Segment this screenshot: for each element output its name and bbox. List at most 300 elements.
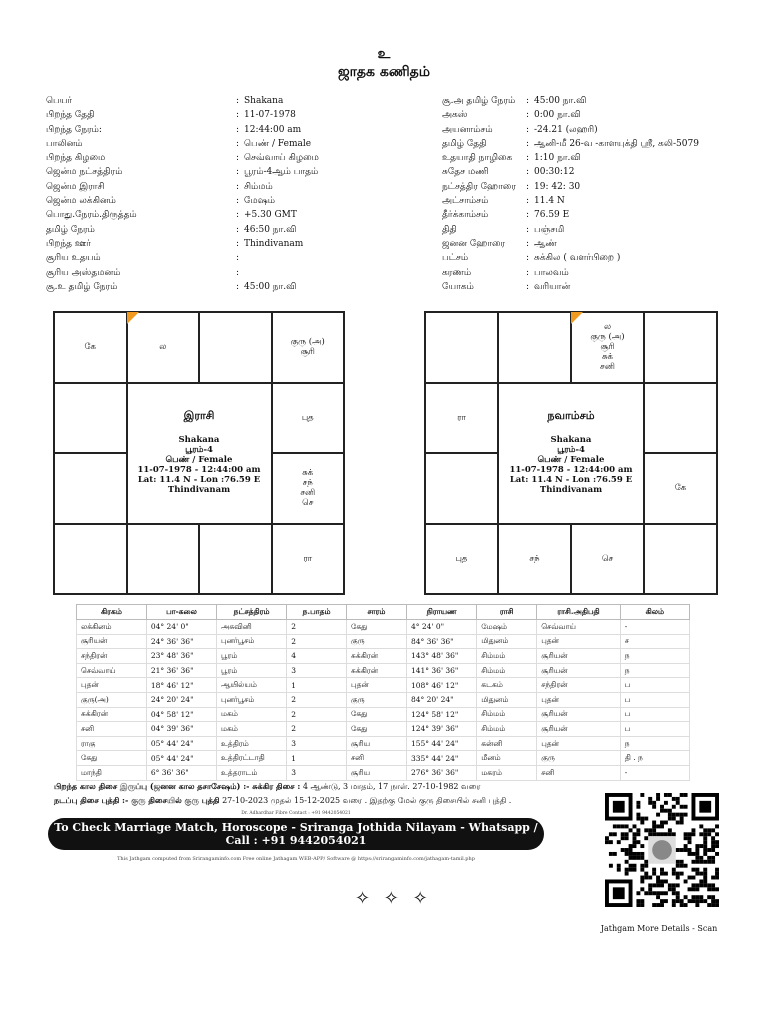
- chart-center-place: Thindivanam: [167, 485, 231, 495]
- info-label: யோகம்: [442, 281, 474, 292]
- table-cell: 1: [287, 751, 347, 766]
- chart-house: [498, 312, 571, 383]
- info-row: [46, 165, 319, 179]
- table-cell: சுக்கிரன்: [347, 663, 407, 678]
- info-separator: :: [236, 181, 240, 192]
- info-value: சுக்கில ( வளர்பிறை ): [534, 253, 621, 264]
- info-row: [442, 180, 699, 194]
- table-cell: சிம்மம்: [477, 649, 537, 664]
- column-header: ந.பாதம்: [287, 605, 347, 620]
- table-cell: சனி: [77, 722, 147, 737]
- table-cell: ச: [620, 634, 689, 649]
- info-value: வரியான்: [534, 281, 571, 292]
- chart-house: [425, 524, 498, 595]
- column-header: பா-கலை: [146, 605, 216, 620]
- info-separator: :: [236, 253, 240, 264]
- info-label: பெயர்: [46, 96, 73, 106]
- contact-note: Dr. Adhardhar Fibre Contact : +91 9442054021: [241, 811, 351, 816]
- chart-house: [644, 312, 717, 383]
- table-cell: ப: [620, 707, 689, 722]
- info-row: [46, 208, 319, 222]
- chart-house: [272, 312, 345, 383]
- info-value: 46:50 நா.வி: [244, 224, 297, 235]
- table-cell: செவ்வாய்: [537, 620, 620, 635]
- house-planets: செ: [601, 553, 614, 564]
- table-cell: 05° 44' 24": [146, 736, 216, 751]
- house-planets: ரா: [457, 412, 466, 423]
- table-cell: 155° 44' 24": [406, 736, 476, 751]
- info-row: [442, 94, 699, 108]
- info-row: [46, 151, 319, 165]
- table-cell: புதன்: [537, 736, 620, 751]
- table-cell: 143° 48' 36": [406, 649, 476, 664]
- info-row: [46, 180, 319, 194]
- info-row: [442, 223, 699, 237]
- table-cell: 335° 44' 24": [406, 751, 476, 766]
- info-row: [442, 165, 699, 179]
- table-cell: மாந்தி: [77, 765, 147, 780]
- table-cell: பூரம்: [217, 649, 287, 664]
- chart-center: [498, 383, 644, 524]
- table-cell: 1: [287, 678, 347, 693]
- table-cell: 2: [287, 620, 347, 635]
- table-cell: 2: [287, 634, 347, 649]
- house-planets: ல குரு (அ) சூரி சுக் சனி: [590, 322, 625, 373]
- info-label: தமிழ் தேதி: [442, 138, 487, 149]
- table-cell: 2: [287, 692, 347, 707]
- table-cell: 84° 20' 24": [406, 692, 476, 707]
- info-value: Thindivanam: [244, 238, 304, 249]
- qr-code[interactable]: [605, 793, 719, 907]
- info-label: ஜென்ம இராசி: [46, 181, 105, 192]
- table-cell: 04° 24' 0": [146, 620, 216, 635]
- house-planets: புத: [301, 412, 314, 423]
- dasha-balance: [54, 781, 480, 792]
- table-cell: லக்கினம்: [77, 620, 147, 635]
- column-header: நட்சத்திரம்: [217, 605, 287, 620]
- chart-house: [425, 383, 498, 454]
- table-cell: 2: [287, 707, 347, 722]
- chart-house: [571, 524, 644, 595]
- table-cell: சூரியன்: [537, 722, 620, 737]
- house-planets: ல: [159, 342, 167, 353]
- info-row: [46, 94, 319, 108]
- table-cell: 21° 36' 36": [146, 663, 216, 678]
- table-row: [77, 707, 690, 722]
- table-cell: உத்திரம்: [217, 736, 287, 751]
- current-dasha-value: 27-10-2023 முதல் 15-12-2025 வரை . இதற்கு மேல் குரு திசையில் சனி புத்தி .: [219, 796, 512, 805]
- table-cell: 84° 36' 36": [406, 634, 476, 649]
- house-planets: கே: [674, 483, 687, 494]
- table-cell: மிதுனம்: [477, 634, 537, 649]
- footer-note: This Jathgam computed from Srirangaminfo.com Free online Jathagam WEB-APP/ Software @ https://srirangaminfo.com/jathagam-tamil.php: [117, 856, 475, 862]
- table-cell: புனர்பூசம்: [217, 692, 287, 707]
- table-cell: சுக்கிரன்: [347, 649, 407, 664]
- chart-center-place: Thindivanam: [539, 485, 603, 495]
- chart-center-gender: பெண் / Female: [537, 455, 605, 465]
- info-label: தீர்க்காம்சம்: [442, 210, 489, 221]
- info-row: [442, 208, 699, 222]
- info-row: [442, 137, 699, 151]
- info-separator: :: [236, 238, 240, 249]
- info-separator: :: [526, 210, 530, 221]
- chart-center-title: நவாம்சம்: [547, 409, 595, 422]
- table-cell: கேது: [347, 722, 407, 737]
- info-value: 19: 42: 30: [534, 181, 581, 192]
- info-separator: :: [526, 281, 530, 292]
- info-row: [46, 237, 319, 251]
- table-cell: அசுவினி: [217, 620, 287, 635]
- table-cell: புதன்: [537, 634, 620, 649]
- table-cell: குரு(அ): [77, 692, 147, 707]
- info-separator: :: [526, 138, 530, 149]
- table-cell: சிம்மம்: [477, 722, 537, 737]
- table-cell: 18° 46' 12": [146, 678, 216, 693]
- column-header: நிராயண: [406, 605, 476, 620]
- info-value: செவ்வாய் கிழமை: [244, 153, 319, 164]
- table-cell: ராகு: [77, 736, 147, 751]
- table-row: [77, 736, 690, 751]
- house-planets: புத: [455, 553, 468, 564]
- info-value: பஞ்சமி: [534, 224, 565, 235]
- info-separator: :: [526, 96, 530, 106]
- chart-center: [127, 383, 272, 524]
- info-label: உதயாதி நாழிகை: [442, 153, 513, 164]
- qr-caption: Jathgam More Details - Scan: [600, 924, 718, 933]
- info-value: 45:00 நா.வி: [244, 281, 297, 292]
- current-dasha: [54, 795, 511, 806]
- table-row: [77, 678, 690, 693]
- info-value: மேஷம்: [244, 196, 275, 207]
- birth-details-left: [46, 94, 319, 294]
- info-row: [46, 251, 319, 265]
- info-value: 11.4 N: [534, 196, 565, 207]
- house-planets: ரா: [303, 553, 313, 564]
- table-cell: சூரியன்: [537, 663, 620, 678]
- chart-center-latlon: Lat: 11.4 N - Lon :76.59 E: [137, 475, 261, 485]
- info-value: சிம்மம்: [244, 181, 273, 192]
- chart-house: [644, 524, 717, 595]
- chart-center-title: இராசி: [183, 409, 215, 422]
- table-cell: கன்னி: [477, 736, 537, 751]
- info-value: பாலவம்: [534, 267, 569, 278]
- table-cell: ந: [620, 663, 689, 678]
- table-cell: மீனம்: [477, 751, 537, 766]
- info-value: 45:00 நா.வி: [534, 96, 587, 106]
- info-separator: :: [526, 124, 530, 135]
- chart-house: [127, 524, 200, 595]
- table-cell: மகரம்: [477, 765, 537, 780]
- table-cell: புதன்: [347, 678, 407, 693]
- info-value: 0:00 நா.வி: [534, 110, 581, 121]
- planet-position-table: [76, 604, 690, 781]
- table-cell: ப: [620, 692, 689, 707]
- table-cell: 24° 36' 36": [146, 634, 216, 649]
- chart-center-datetime: 11-07-1978 - 12:44:00 am: [509, 465, 633, 475]
- table-cell: புனர்பூசம்: [217, 634, 287, 649]
- table-row: [77, 663, 690, 678]
- info-label: ஜென்ம லக்கினம்: [46, 196, 116, 207]
- info-label: சுதேச மணி: [442, 167, 489, 178]
- marriage-match-banner[interactable]: [48, 818, 544, 850]
- chart-house: [644, 453, 717, 524]
- table-cell: 23° 48' 36": [146, 649, 216, 664]
- chart-center-gender: பெண் / Female: [165, 455, 233, 465]
- navamsa-chart: [424, 311, 718, 595]
- house-planets: சந்: [529, 553, 540, 564]
- dasha-balance-label: பிறந்த கால திசை இருப்பு (ஜனன கால தசாசேஷம்) :- சுக்கிர திசை :: [54, 781, 301, 791]
- table-cell: சூரியன்: [537, 707, 620, 722]
- table-cell: ஆயில்யம்: [217, 678, 287, 693]
- info-label: சூரிய அஸ்தமனம்: [46, 267, 121, 278]
- house-planets: சுக் சந் சனி செ: [300, 468, 316, 509]
- chart-house: [199, 524, 272, 595]
- table-cell: 124° 58' 12": [406, 707, 476, 722]
- table-cell: சிம்மம்: [477, 663, 537, 678]
- chart-center-star: பூரம்-4: [185, 445, 213, 455]
- info-separator: :: [236, 196, 240, 207]
- info-label: அட்சாம்சம்: [442, 196, 489, 207]
- table-cell: 6° 36' 36": [146, 765, 216, 780]
- info-row: [46, 266, 319, 280]
- info-separator: :: [236, 124, 240, 135]
- info-separator: :: [526, 167, 530, 178]
- table-cell: -: [620, 620, 689, 635]
- info-value: 00:30:12: [534, 167, 575, 178]
- table-row: [77, 751, 690, 766]
- info-separator: :: [236, 267, 240, 278]
- column-header: ராசி.அதிபதி: [537, 605, 620, 620]
- chart-house: [425, 453, 498, 524]
- banner-text: To Check Marriage Match, Horoscope - Sriranga Jothida Nilayam - Whatsapp / Call : +91 9442054021: [54, 821, 538, 847]
- info-row: [46, 108, 319, 122]
- column-header: கிரகம்: [77, 605, 147, 620]
- chart-center-star: பூரம்-4: [557, 445, 585, 455]
- table-cell: கடகம்: [477, 678, 537, 693]
- info-row: [46, 123, 319, 137]
- info-separator: :: [236, 224, 240, 235]
- table-cell: 4: [287, 649, 347, 664]
- info-label: பிறந்த நேரம்:: [46, 124, 102, 135]
- info-separator: :: [526, 196, 530, 207]
- table-row: [77, 620, 690, 635]
- info-separator: :: [236, 281, 240, 292]
- table-cell: 2: [287, 722, 347, 737]
- info-row: [442, 108, 699, 122]
- info-label: பிறந்த தேதி: [46, 110, 95, 121]
- table-cell: ந: [620, 649, 689, 664]
- table-cell: செவ்வாய்: [77, 663, 147, 678]
- info-separator: :: [236, 96, 240, 106]
- column-header: ராசி: [477, 605, 537, 620]
- chart-house: [272, 524, 345, 595]
- info-row: [46, 223, 319, 237]
- info-label: ஜென்ம நட்சத்திரம்: [46, 167, 123, 178]
- current-dasha-label: நடப்பு திசை புத்தி :- குரு திசையில் குரு புத்தி: [54, 795, 220, 805]
- info-label: நட்சத்திர ஹோரை: [442, 181, 516, 192]
- info-separator: :: [526, 224, 530, 235]
- info-label: ஜனன ஹோரை: [442, 238, 506, 249]
- info-row: [442, 266, 699, 280]
- table-cell: ப: [620, 678, 689, 693]
- info-row: [442, 123, 699, 137]
- table-cell: புதன்: [537, 692, 620, 707]
- table-cell: 124° 39' 36": [406, 722, 476, 737]
- chart-house: [272, 453, 345, 524]
- info-row: [442, 280, 699, 294]
- info-row: [46, 280, 319, 294]
- info-separator: :: [526, 238, 530, 249]
- table-cell: 04° 39' 36": [146, 722, 216, 737]
- table-cell: குரு: [347, 634, 407, 649]
- table-cell: 4° 24' 0": [406, 620, 476, 635]
- house-planets: கே: [84, 342, 96, 353]
- dasha-balance-value: 4 ஆண்டு, 3 மாதம், 17 நாள். 27-10-1982 வரை: [300, 782, 481, 791]
- column-header: கிலம்: [620, 605, 689, 620]
- table-cell: சந்திரன்: [77, 649, 147, 664]
- table-cell: சந்திரன்: [537, 678, 620, 693]
- table-cell: 24° 20' 24": [146, 692, 216, 707]
- info-separator: :: [236, 153, 240, 164]
- table-row: [77, 692, 690, 707]
- info-separator: :: [526, 110, 530, 121]
- info-value: பூரம்-4ஆம் பாதம்: [244, 167, 319, 178]
- info-label: பொது.நேரம்.திருத்தம்: [46, 210, 137, 221]
- info-label: சூ.அ தமிழ் நேரம்: [442, 96, 516, 106]
- info-row: [442, 251, 699, 265]
- chart-center-name: Shakana: [178, 435, 220, 445]
- chart-house: [54, 312, 127, 383]
- chart-house: [498, 524, 571, 595]
- table-cell: மேஷம்: [477, 620, 537, 635]
- info-value: 12:44:00 am: [244, 124, 302, 135]
- table-row: [77, 634, 690, 649]
- info-value: 1:10 நா.வி: [534, 153, 581, 164]
- column-header: சாரம்: [347, 605, 407, 620]
- chart-house: [54, 383, 127, 454]
- table-cell: உத்திரட்டாதி: [217, 751, 287, 766]
- chart-house: [199, 312, 272, 383]
- birth-details-right: [442, 94, 699, 294]
- table-cell: ப: [620, 722, 689, 737]
- table-row: [77, 722, 690, 737]
- table-cell: கேது: [347, 707, 407, 722]
- info-separator: :: [526, 181, 530, 192]
- info-value: 11-07-1978: [244, 110, 296, 121]
- table-cell: குரு: [347, 692, 407, 707]
- table-cell: மிதுனம்: [477, 692, 537, 707]
- table-cell: 141° 36' 36": [406, 663, 476, 678]
- info-row: [442, 237, 699, 251]
- table-cell: சூரிய: [347, 765, 407, 780]
- info-separator: :: [236, 167, 240, 178]
- info-label: தமிழ் நேரம்: [46, 224, 95, 235]
- table-cell: 05° 44' 24": [146, 751, 216, 766]
- chart-house: [425, 312, 498, 383]
- table-cell: ந: [620, 736, 689, 751]
- table-row: [77, 649, 690, 664]
- chart-center-datetime: 11-07-1978 - 12:44:00 am: [137, 465, 261, 475]
- info-value: ஆனி-மீ 26-வ -காளயுக்தி ஸ்ரீ, கலி-5079: [534, 138, 699, 149]
- info-row: [442, 151, 699, 165]
- info-label: பிறந்த ஊர்: [46, 238, 91, 249]
- table-cell: சனி: [347, 751, 407, 766]
- page-title: ஜாதக கணிதம்: [337, 64, 431, 80]
- chart-house: [644, 383, 717, 454]
- table-cell: மகம்: [217, 707, 287, 722]
- info-label: சூ.உ தமிழ் நேரம்: [46, 281, 118, 292]
- table-cell: சூரியன்: [77, 634, 147, 649]
- info-label: சூரிய உதயம்: [46, 253, 101, 264]
- info-separator: :: [526, 253, 530, 264]
- info-label: அகஸ்: [442, 110, 468, 121]
- info-row: [46, 194, 319, 208]
- rasi-chart: [53, 311, 345, 595]
- info-separator: :: [526, 153, 530, 164]
- table-cell: 276° 36' 36": [406, 765, 476, 780]
- table-cell: பூரம்: [217, 663, 287, 678]
- lagna-marker-icon: [571, 312, 583, 324]
- chart-center-name: Shakana: [550, 435, 592, 445]
- chart-house: [272, 383, 345, 454]
- table-cell: கேது: [77, 751, 147, 766]
- table-cell: 3: [287, 765, 347, 780]
- header-symbol: உ: [377, 46, 391, 62]
- info-label: பாலினம்: [46, 138, 83, 149]
- info-separator: :: [236, 210, 240, 221]
- table-cell: 04° 58' 12": [146, 707, 216, 722]
- table-row: [77, 765, 690, 780]
- info-label: திதி: [442, 224, 457, 235]
- info-value: பெண் / Female: [244, 138, 312, 149]
- table-cell: சுக்கிரன்: [77, 707, 147, 722]
- table-cell: சூரிய: [347, 736, 407, 751]
- chart-center-latlon: Lat: 11.4 N - Lon :76.59 E: [509, 475, 633, 485]
- table-cell: 3: [287, 663, 347, 678]
- table-cell: குரு: [537, 751, 620, 766]
- info-label: பிறந்த கிழமை: [46, 153, 106, 164]
- info-label: அயனாம்சம்: [442, 124, 493, 135]
- info-row: [442, 194, 699, 208]
- ornament-icon: ✧ ✧ ✧: [355, 888, 432, 909]
- table-cell: சூரியன்: [537, 649, 620, 664]
- info-separator: :: [526, 267, 530, 278]
- chart-house: [54, 453, 127, 524]
- table-cell: தி . ந: [620, 751, 689, 766]
- info-value: +5.30 GMT: [244, 210, 297, 221]
- table-cell: உத்தராடம்: [217, 765, 287, 780]
- info-separator: :: [236, 110, 240, 121]
- info-value: Shakana: [244, 96, 284, 106]
- chart-house: [54, 524, 127, 595]
- table-cell: சிம்மம்: [477, 707, 537, 722]
- info-separator: :: [236, 138, 240, 149]
- info-row: [46, 137, 319, 151]
- table-cell: 108° 46' 12": [406, 678, 476, 693]
- table-cell: புதன்: [77, 678, 147, 693]
- table-cell: கேது: [347, 620, 407, 635]
- info-value: -24.21 (லஹரி): [534, 124, 598, 135]
- table-cell: சனி: [537, 765, 620, 780]
- lagna-marker-icon: [127, 312, 139, 324]
- table-cell: -: [620, 765, 689, 780]
- table-cell: 3: [287, 736, 347, 751]
- house-planets: குரு (அ) சூரி: [290, 337, 325, 358]
- info-value: ஆண்: [534, 238, 557, 249]
- info-label: கரணம்: [442, 267, 472, 278]
- info-value: 76.59 E: [534, 210, 570, 221]
- info-label: பட்சம்: [442, 253, 469, 264]
